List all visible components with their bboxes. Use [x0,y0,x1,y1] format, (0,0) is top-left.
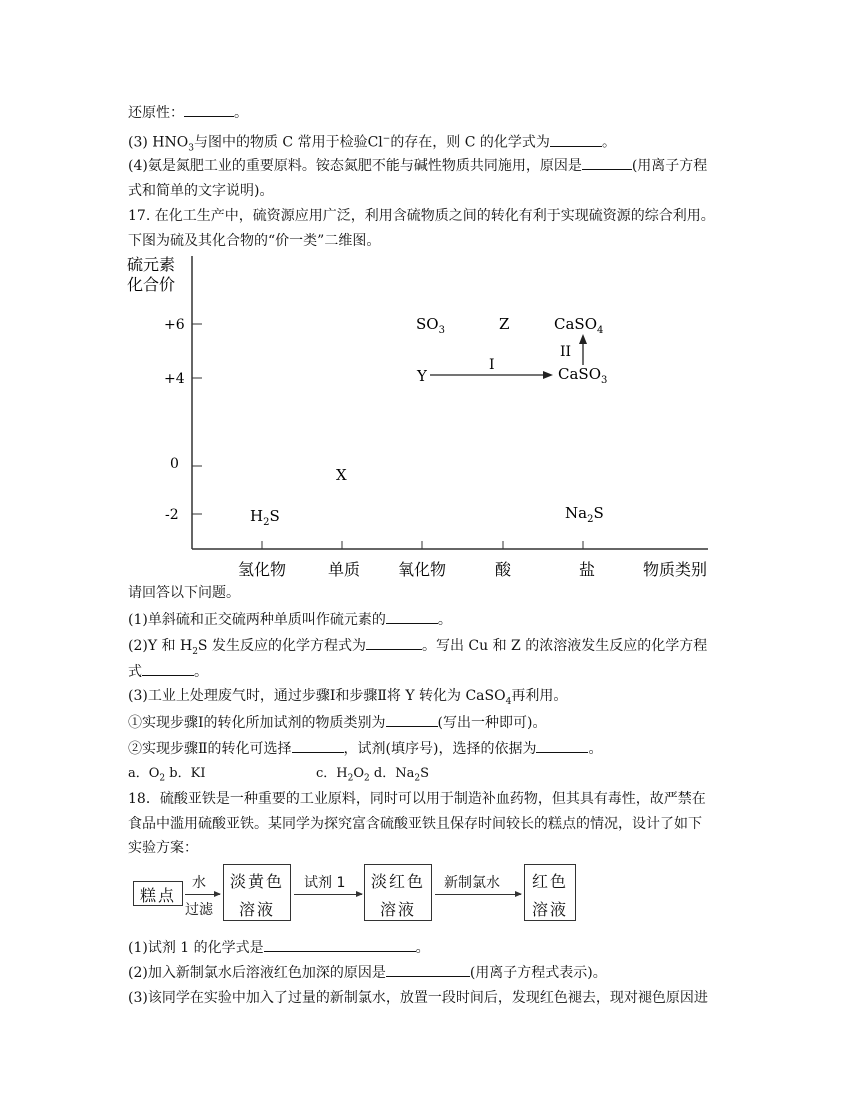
flow-step1-bottom: 过滤 [185,902,213,918]
q17-part3-1: ①实现步骤Ⅰ的转化所加试剂的物质类别为 (写出一种即可)。 [128,712,546,733]
flow-arrow-1 [185,894,220,895]
q17-part1: (1)单斜硫和正交硫两种单质叫作硫元素的 。 [128,609,452,630]
answer-blank [536,738,588,753]
q16-line-reducing: 还原性： 。 [128,102,248,123]
answer-blank [142,661,194,676]
flow-arrow-3 [435,894,521,895]
q18-part2: (2)加入新制氯水后溶液红色加深的原因是 (用离子方程式表示)。 [128,962,607,983]
q18-stem-3: 实验方案： [128,840,198,856]
x-axis-label: 物质类别 [642,560,708,579]
y-tick-p6 [164,317,202,333]
y-tick-0 [170,456,202,472]
q18-part3: (3)该同学在实验中加入了过量的新制氯水，放置一段时间后，发现红色褪去，现对褪色原因进 [128,990,708,1006]
q17-prompt: 请回答以下问题。 [128,585,240,601]
x-tick-label: 氧化物 [397,560,447,579]
option-d: d．$Na_2S$ [369,766,429,784]
y-tick-m2 [165,507,202,523]
option-b: b．KI [165,766,206,781]
answer-blank [386,962,470,977]
answer-blank [582,155,632,170]
flow-start-box: 糕点 [133,881,183,906]
y-tick-label: 0 [170,456,179,472]
y-tick-label: +4 [164,371,185,387]
point-x: X [336,466,347,484]
x-tick-label: 盐 [578,560,596,579]
y-axis-label-1: 硫元素 [127,255,176,274]
arrow-label-1: I [489,357,495,373]
x-tick-salt [579,541,595,579]
q16-part3: (3) $HNO_3$与图中的物质 C 常用于检验Cl−的存在，则 C 的化学式为 。 [128,129,616,158]
x-tick-label: 酸 [494,560,512,579]
y-tick-label: -2 [165,507,179,523]
y-tick-label: +6 [164,317,185,333]
x-tick-label: 单质 [327,560,361,579]
answer-blank [366,635,422,650]
q17-part3: (3)工业上处理废气时，通过步骤Ⅰ和步骤Ⅱ将 Y 转化为 CaSO$_4$再利用。 [128,688,568,707]
arrow-label-2: II [560,344,572,360]
q17-part2-cont: 式 。 [128,661,208,682]
x-tick-label: 氢化物 [237,560,287,579]
answer-blank [550,132,602,147]
point-caso3: CaSO$_3$ [558,365,608,386]
answer-blank [386,609,438,624]
flow-arrow-2 [294,894,362,895]
q17-options [128,764,429,789]
option-a: a．$O_2$ [128,766,166,784]
point-z: Z [499,315,510,333]
answer-blank [184,102,234,117]
experiment-flowchart [128,862,588,928]
flow-box-red: 红色 溶液 [524,864,576,921]
point-y: Y [417,367,427,385]
arrow-step-1 [430,357,553,379]
q17-part3-2: ②实现步骤Ⅱ的转化可选择 ，试剂(填序号)，选择的依据为 。 [128,738,602,759]
q18-part1: (1)试剂 1 的化学式是 。 [128,937,430,958]
flow-box-pale-red: 淡红色 溶液 [364,864,432,921]
flow-box-pale-yellow: 淡黄色 溶液 [223,864,291,921]
point-caso4: CaSO$_4$ [554,315,604,336]
arrow-step-2 [560,334,587,365]
answer-blank [264,937,416,952]
arrow-head [543,371,553,379]
q18-stem-1: 18．硫酸亚铁是一种重要的工业原料，同时可以用于制造补血药物，但其具有毒性，故严禁在 [128,791,706,807]
answer-blank [292,738,344,753]
q16-part4: (4)氨是氮肥工业的重要原料。铵态氮肥不能与碱性物质共同施用，原因是 (用离子方程 [128,155,707,176]
arrow-head [579,334,587,344]
answer-blank [386,712,438,727]
x-tick-acid [495,541,512,579]
point-so3: $SO_3$ [416,315,445,336]
q17-part2: (2)Y 和 $H_2S$ 发生反应的化学方程式为 。写出 Cu 和 Z 的浓溶液发生反应的化学方程 [128,635,707,662]
y-axis-label-2: 化合价 [127,275,176,294]
point-na2s: $Na_2S$ [565,504,604,525]
q17-stem-1: 17. 在化工生产中，硫资源应用广泛，利用含硫物质之间的转化有利于实现硫资源的综合利用。 [128,208,715,224]
flow-step2-label: 试剂 1 [304,875,346,891]
x-tick-hydride [238,541,286,579]
y-tick-p4 [164,371,202,387]
option-c: c．$H_2O_2$ d．$Na_2S$ [316,766,429,784]
valence-class-chart [120,250,720,585]
flow-step1-top: 水 [192,875,206,891]
x-tick-element [328,541,360,579]
point-h2s: $H_2S$ [250,507,280,528]
x-tick-oxide [398,541,446,579]
q18-stem-2: 食品中滥用硫酸亚铁。某同学为探究富含硫酸亚铁且保存时间较长的糕点的情况，设计了如下 [128,816,702,832]
q16-part4-cont: 式和简单的文字说明)。 [128,183,274,199]
flow-step3-label: 新制氯水 [444,875,500,891]
q17-stem-2: 下图为硫及其化合物的“价一类”二维图。 [128,233,381,249]
